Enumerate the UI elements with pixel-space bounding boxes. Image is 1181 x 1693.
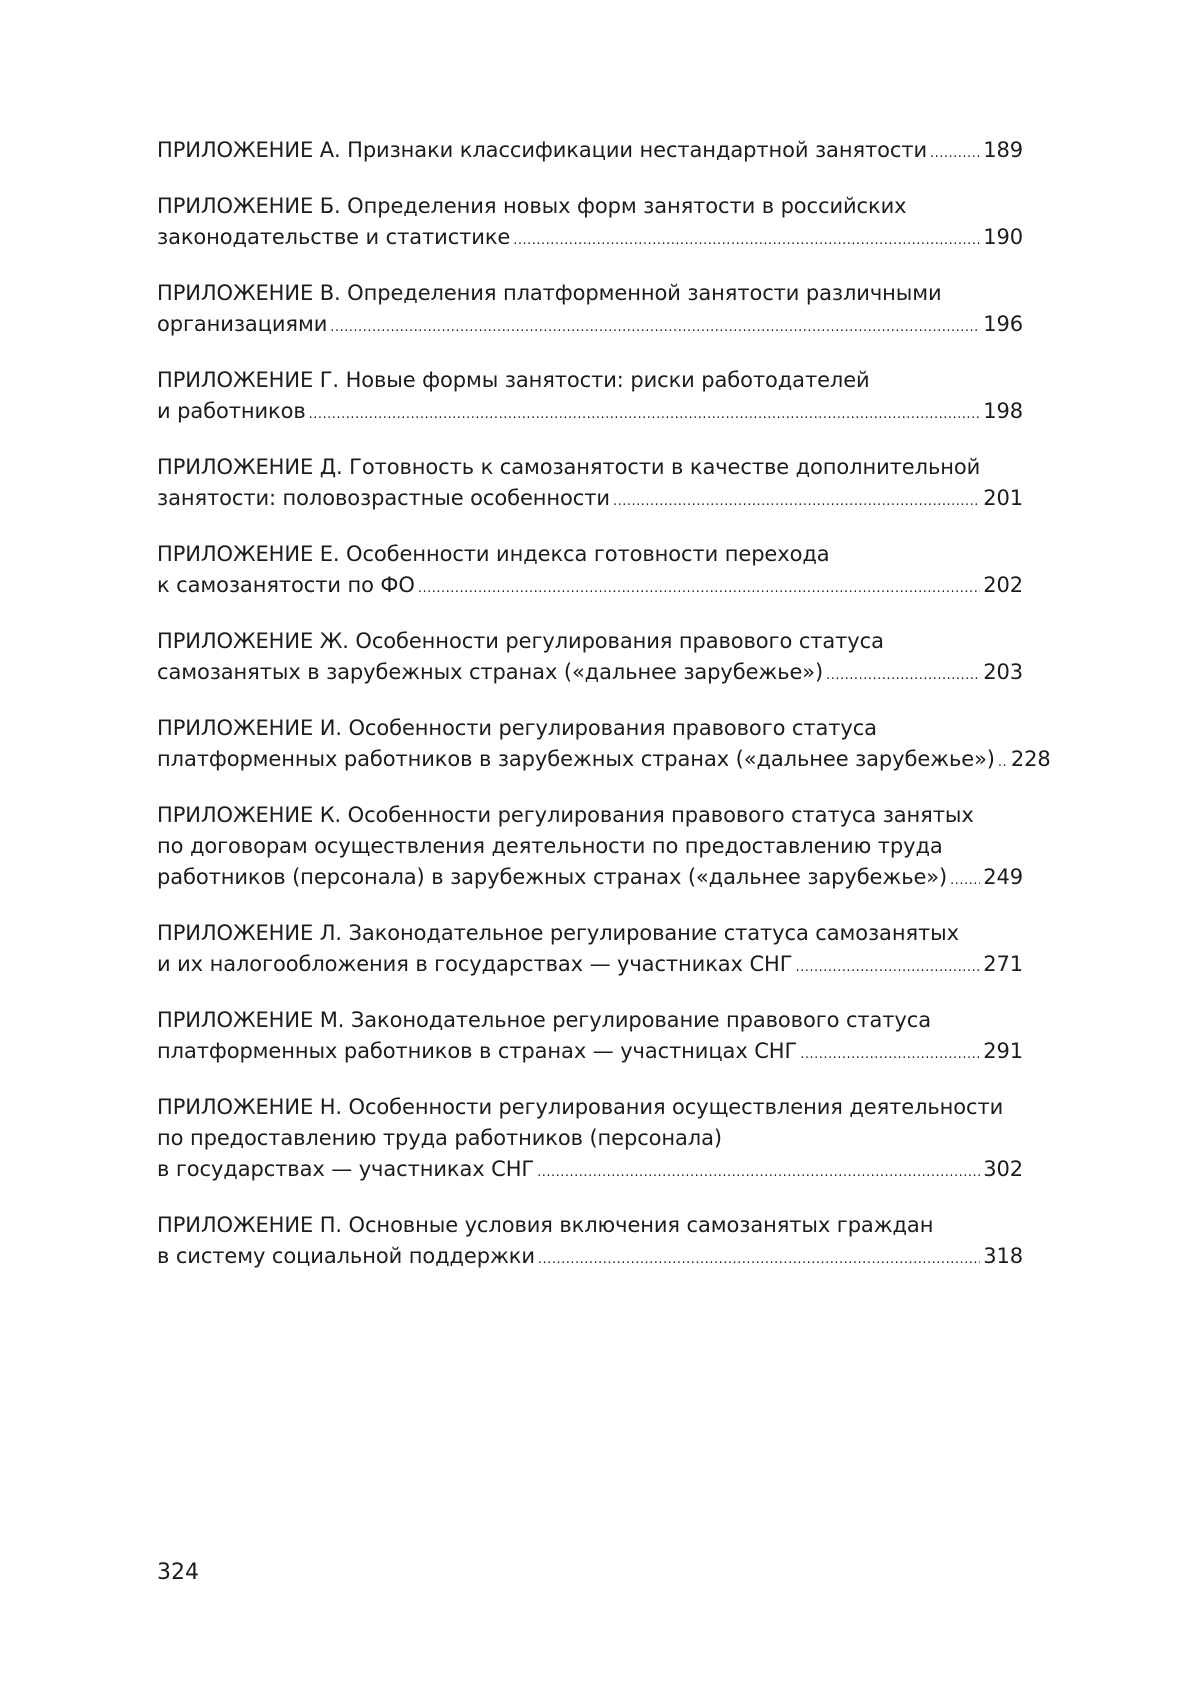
toc-entry-last-line <box>157 570 1023 604</box>
toc-page-number: 196 <box>983 312 1023 336</box>
toc-entry-title-line: ПРИЛОЖЕНИЕ Б. Определения новых форм занятости в российских <box>157 194 907 218</box>
toc-page-number: 201 <box>983 486 1023 510</box>
toc-entry[interactable] <box>157 135 1023 169</box>
toc-entry-title-line: ПРИЛОЖЕНИЕ Л. Законодательное регулирование статуса самозанятых <box>157 921 959 945</box>
toc-entry[interactable] <box>157 1210 1023 1275</box>
table-of-contents <box>157 135 1051 1297</box>
dot-leader <box>537 1154 980 1188</box>
dot-leader <box>795 949 980 983</box>
toc-entry-title-line: ПРИЛОЖЕНИЕ Е. Особенности индекса готовности перехода <box>157 542 830 566</box>
dot-leader <box>513 222 980 256</box>
toc-page-number: 190 <box>983 225 1023 249</box>
toc-page-number: 318 <box>983 1244 1023 1268</box>
toc-entry-title: самозанятых в зарубежных странах («дальнее зарубежье») <box>157 660 824 684</box>
toc-entry-last-line <box>157 1154 1023 1188</box>
toc-entry[interactable] <box>157 713 1051 778</box>
toc-entry-title-line: ПРИЛОЖЕНИЕ К. Особенности регулирования правового статуса занятых <box>157 803 974 827</box>
toc-page-number: 302 <box>983 1157 1023 1181</box>
dot-leader <box>826 657 980 691</box>
toc-entry-title: занятости: половозрастные особенности <box>157 486 610 510</box>
toc-entry[interactable] <box>157 1092 1023 1188</box>
toc-entry-title: и их налогообложения в государствах — участниках СНГ <box>157 952 793 976</box>
toc-entry-title: работников (персонала) в зарубежных странах («дальнее зарубежье») <box>157 865 948 889</box>
toc-entry-last-line <box>157 396 1023 430</box>
toc-entry-title-line: по предоставлению труда работников (персонала) <box>157 1126 722 1150</box>
toc-entry[interactable] <box>157 278 1023 343</box>
dot-leader <box>309 396 981 430</box>
toc-entry-title-line: по договорам осуществления деятельности по предоставлению труда <box>157 834 943 858</box>
toc-entry-title-line: ПРИЛОЖЕНИЕ М. Законодательное регулирование правового статуса <box>157 1008 931 1032</box>
toc-entry-title-line: ПРИЛОЖЕНИЕ Ж. Особенности регулирования правового статуса <box>157 629 884 653</box>
toc-entry-title: ПРИЛОЖЕНИЕ А. Признаки классификации нестандартной занятости <box>157 138 927 162</box>
toc-entry[interactable] <box>157 365 1023 430</box>
dot-leader <box>330 309 980 343</box>
dot-leader <box>998 744 1008 778</box>
toc-entry-title: и работников <box>157 399 306 423</box>
toc-entry-last-line <box>157 949 1023 983</box>
toc-page-number: 203 <box>983 660 1023 684</box>
page-number: 324 <box>157 1560 199 1585</box>
toc-entry[interactable] <box>157 918 1023 983</box>
toc-entry-title-line: ПРИЛОЖЕНИЕ Н. Особенности регулирования осуществления деятельности <box>157 1095 1004 1119</box>
toc-entry-title: в государствах — участниках СНГ <box>157 1157 535 1181</box>
toc-entry-title: в систему социальной поддержки <box>157 1244 535 1268</box>
toc-entry-title: платформенных работников в зарубежных странах («дальнее зарубежье») <box>157 747 995 771</box>
toc-entry-title-line: ПРИЛОЖЕНИЕ П. Основные условия включения самозанятых граждан <box>157 1213 934 1237</box>
toc-entry-last-line <box>157 222 1023 256</box>
toc-entry[interactable] <box>157 1005 1023 1070</box>
toc-entry[interactable] <box>157 452 1023 517</box>
toc-entry-last-line <box>157 657 1023 691</box>
dot-leader <box>538 1241 980 1275</box>
toc-page-number: 249 <box>983 865 1023 889</box>
toc-entry[interactable] <box>157 800 1023 896</box>
toc-entry-last-line <box>157 1241 1023 1275</box>
toc-page-number: 189 <box>983 138 1023 162</box>
toc-entry-title: организациями <box>157 312 328 336</box>
toc-entry[interactable] <box>157 539 1023 604</box>
toc-entry-last-line <box>157 862 1023 896</box>
toc-entry-title-line: ПРИЛОЖЕНИЕ И. Особенности регулирования правового статуса <box>157 716 877 740</box>
dot-leader <box>613 483 980 517</box>
dot-leader <box>950 862 980 896</box>
toc-entry-last-line <box>157 483 1023 517</box>
toc-entry-title: к самозанятости по ФО <box>157 573 415 597</box>
toc-page-number: 198 <box>983 399 1023 423</box>
toc-entry[interactable] <box>157 626 1023 691</box>
toc-entry-last-line <box>157 135 1023 169</box>
dot-leader <box>930 135 980 169</box>
toc-entry-last-line <box>157 744 1051 778</box>
toc-entry-title: законодательстве и статистике <box>157 225 511 249</box>
toc-entry-title: платформенных работников в странах — участницах СНГ <box>157 1039 798 1063</box>
toc-page-number: 202 <box>983 573 1023 597</box>
dot-leader <box>800 1036 980 1070</box>
toc-entry-title-line: ПРИЛОЖЕНИЕ Г. Новые формы занятости: риски работодателей <box>157 368 870 392</box>
toc-entry-last-line <box>157 1036 1023 1070</box>
toc-entry-title-line: ПРИЛОЖЕНИЕ В. Определения платформенной занятости различными <box>157 281 942 305</box>
toc-page-number: 228 <box>1010 747 1051 771</box>
toc-entry[interactable] <box>157 191 1023 256</box>
toc-page-number: 291 <box>983 1039 1023 1063</box>
toc-entry-last-line <box>157 309 1023 343</box>
toc-page-number: 271 <box>983 952 1023 976</box>
dot-leader <box>418 570 980 604</box>
toc-entry-title-line: ПРИЛОЖЕНИЕ Д. Готовность к самозанятости в качестве дополнительной <box>157 455 981 479</box>
